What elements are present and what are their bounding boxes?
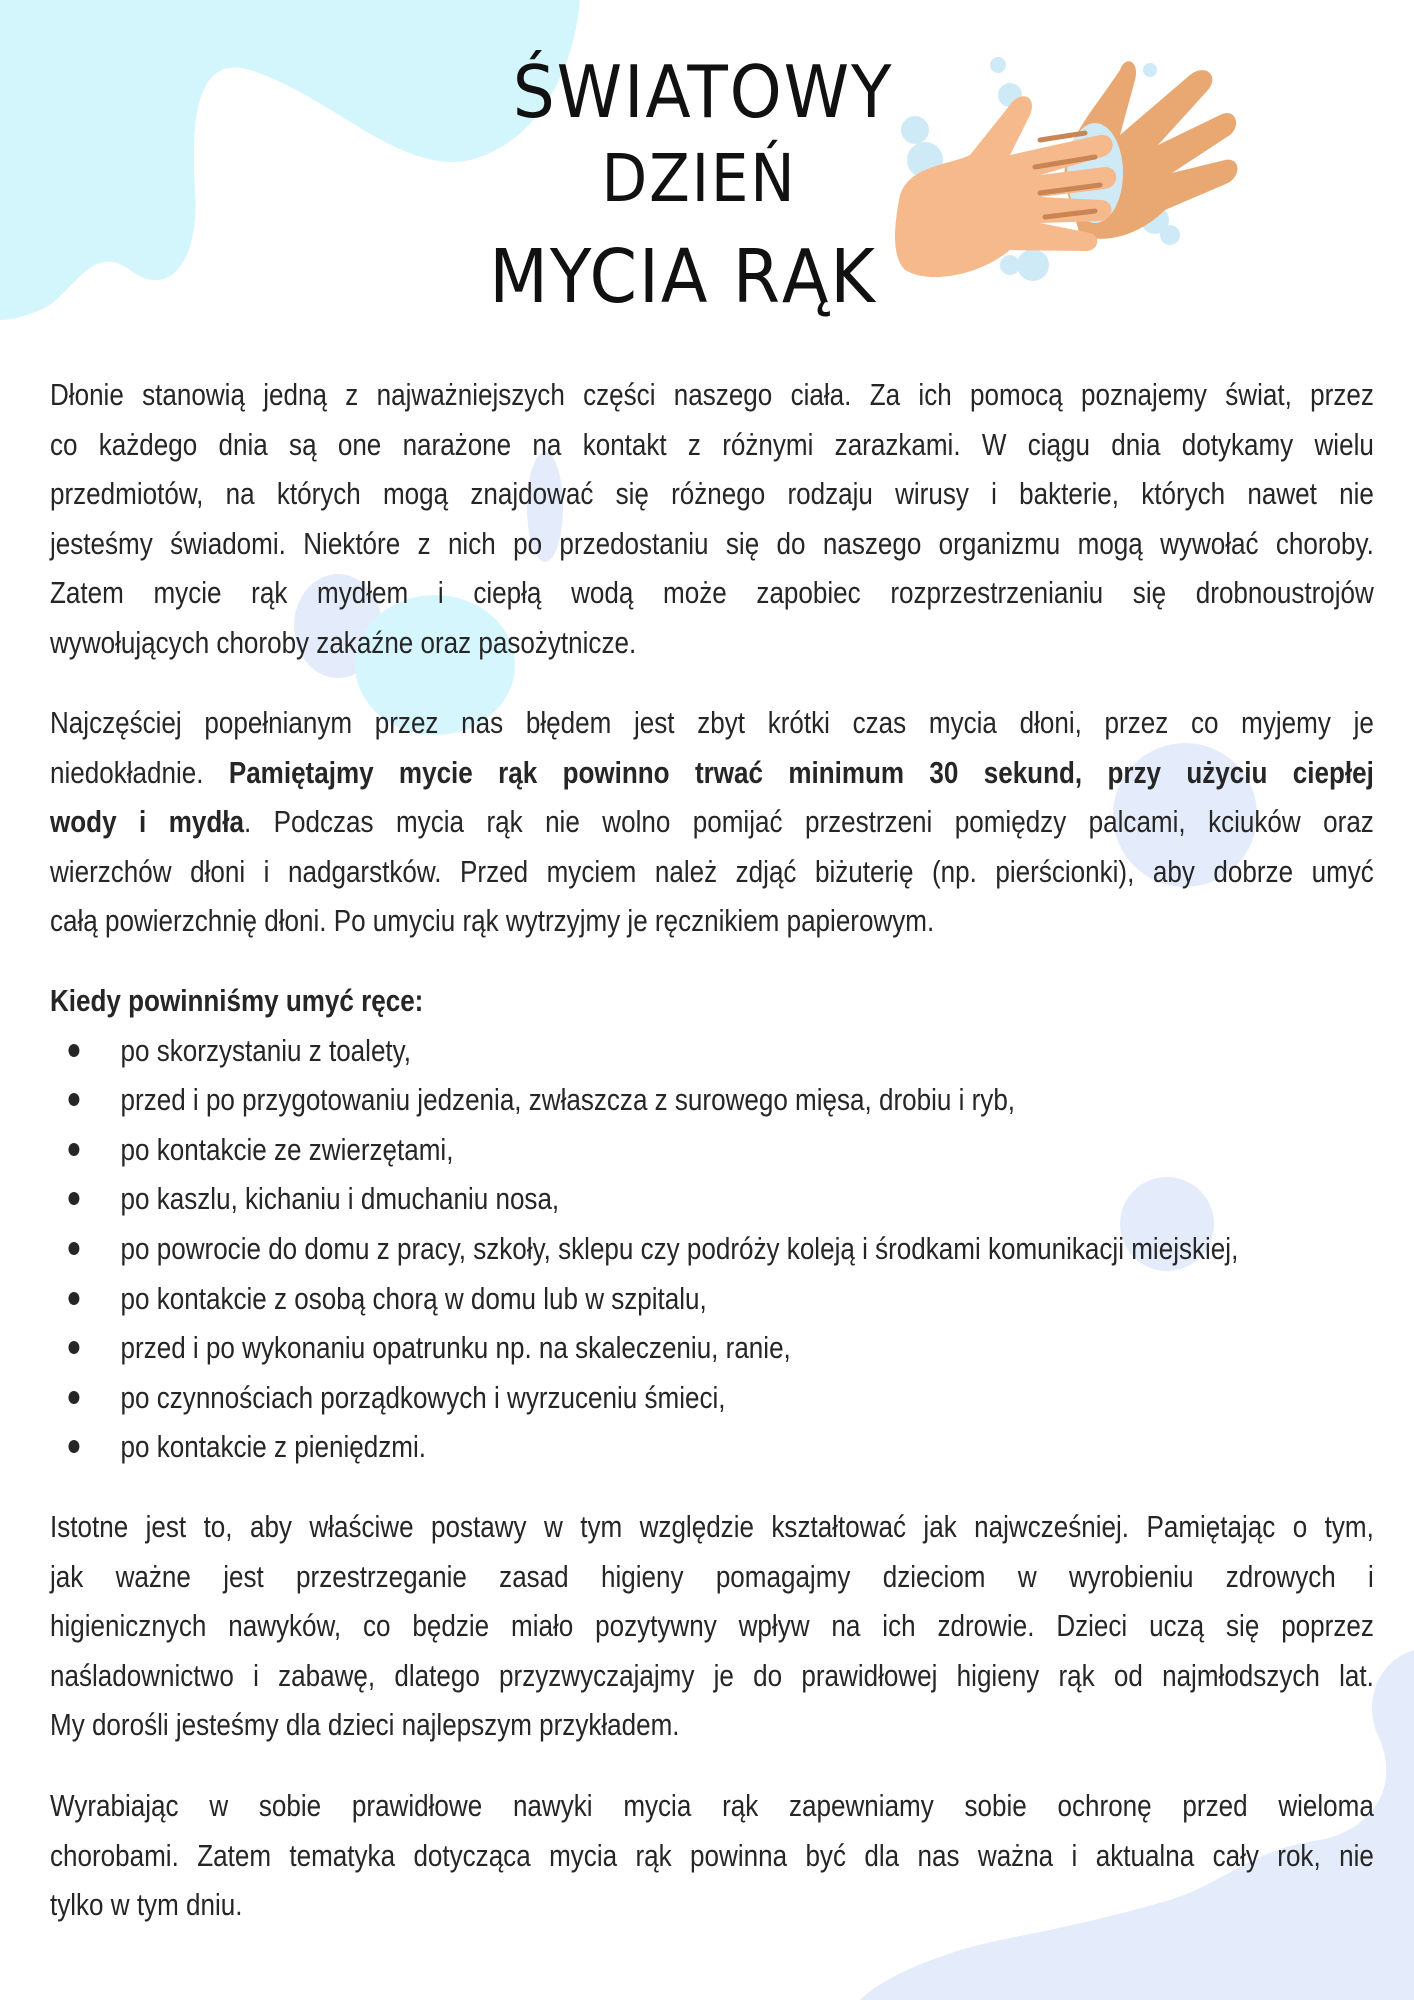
title-line-2: DZIEŃ: [601, 140, 797, 217]
text-line: przedmiotów, na których mogą znajdować się różnego rodzaju wirusy i bakterie, których nawet nie: [50, 476, 1374, 512]
list-item-text: po kontakcie z pieniędzmi.: [120, 1429, 426, 1465]
list-item-text: po kaszlu, kichaniu i dmuchaniu nosa,: [120, 1181, 560, 1217]
list-item: [50, 1422, 1374, 1472]
bullet-icon: [68, 1341, 79, 1354]
list-item-text: po powrocie do domu z pracy, szkoły, sklepu czy podróży koleją i środkami komunikacji miejskiej,: [120, 1230, 1239, 1266]
section-heading: [50, 976, 1374, 1026]
list-item-text: po czynnościach porządkowych i wyrzuceniu śmieci,: [120, 1379, 726, 1415]
list-item: [50, 1323, 1374, 1373]
title-line-1: ŚWIATOWY: [512, 50, 894, 134]
title-line-3: MYCIA RĄK: [489, 234, 877, 320]
text-line: całą powierzchnię dłoni. Po umyciu rąk wytrzyjmy je ręcznikiem papierowym.: [50, 903, 935, 939]
text-line: Najczęściej popełnianym przez nas błędem jest zbyt krótki czas mycia dłoni, przez co myjemy je: [50, 705, 1374, 740]
text-line: wierzchów dłoni i nadgarstków. Przed myciem należ zdjąć biżuterię (np. pierścionki), aby dobrze umyć: [50, 853, 1374, 889]
list-item: [50, 1274, 1374, 1324]
list-item-text: po skorzystaniu z toalety,: [120, 1032, 412, 1068]
text-line: naśladownictwo i zabawę, dlatego przyzwyczajajmy je do prawidłowej higieny rąk od najmłodszych lat.: [50, 1657, 1374, 1693]
text-line: [50, 748, 1374, 798]
bullet-icon: [68, 1242, 79, 1255]
list-item: [50, 1373, 1374, 1423]
intro-paragraph: [50, 370, 1374, 668]
text-line: Wyrabiając w sobie prawidłowe nawyki mycia rąk zapewniamy sobie ochronę przed wieloma: [50, 1788, 1374, 1823]
bullet-icon: [68, 1292, 79, 1305]
bullet-icon: [68, 1391, 79, 1404]
text-line: tylko w tym dniu.: [50, 1887, 243, 1923]
list-item-text: po kontakcie ze zwierzętami,: [120, 1131, 454, 1167]
bullet-icon: [68, 1093, 79, 1106]
text-line: higienicznych nawyków, co będzie miało pozytywny wpływ na ich zdrowie. Dzieci uczą się poprzez: [50, 1608, 1374, 1644]
text-segment: niedokładnie.: [50, 754, 229, 790]
text-line: Istotne jest to, aby właściwe postawy w tym względzie kształtować jak najwcześniej. Pamiętając o tym,: [50, 1509, 1374, 1544]
text-line: Zatem mycie rąk mydłem i ciepłą wodą może zapobiec rozprzestrzenianiu się drobnoustrojów: [50, 575, 1374, 611]
closing-paragraph: [50, 1781, 1374, 1930]
list-item: [50, 1174, 1374, 1224]
bullet-icon: [68, 1440, 79, 1453]
list-item: [50, 1026, 1374, 1076]
bullet-icon: [68, 1143, 79, 1156]
text-line: Dłonie stanowią jedną z najważniejszych części naszego ciała. Za ich pomocą poznajemy świat, przez: [50, 377, 1374, 412]
list-item: [50, 1075, 1374, 1125]
bullet-icon: [68, 1044, 79, 1057]
emphasis-text: wody i mydła: [50, 804, 244, 840]
text-line: co każdego dnia są one narażone na kontakt z różnymi zarazkami. W ciągu dnia dotykamy wielu: [50, 426, 1374, 462]
text-line: jak ważne jest przestrzeganie zasad higieny pomagajmy dzieciom w wyrobieniu zdrowych i: [50, 1558, 1374, 1594]
section-heading-text: Kiedy powinniśmy umyć ręce:: [50, 983, 424, 1018]
text-line: chorobami. Zatem tematyka dotycząca mycia rąk powinna być dla nas ważna i aktualna cały rok, nie: [50, 1837, 1374, 1873]
when-list: [50, 1026, 1374, 1472]
text-line: jesteśmy świadomi. Niektóre z nich po przedostaniu się do naszego organizmu mogą wywołać choroby.: [50, 525, 1374, 561]
text-segment: . Podczas mycia rąk nie wolno pomijać przestrzeni pomiędzy palcami, kciuków oraz: [243, 804, 1374, 840]
when-section: [50, 976, 1374, 1472]
duration-paragraph: [50, 698, 1374, 946]
list-item-text: przed i po przygotowaniu jedzenia, zwłaszcza z surowego mięsa, drobiu i ryb,: [120, 1082, 1016, 1118]
list-item: [50, 1224, 1374, 1274]
list-item-text: przed i po wykonaniu opatrunku np. na skaleczeniu, ranie,: [120, 1330, 791, 1366]
bullet-icon: [68, 1192, 79, 1205]
text-line: My dorośli jesteśmy dla dzieci najlepszym przykładem.: [50, 1707, 680, 1743]
emphasis-text: Pamiętajmy mycie rąk powinno trwać minimum 30 sekund, przy użyciu ciepłej: [228, 754, 1374, 790]
text-line: wywołujących choroby zakaźne oraz pasożytnicze.: [50, 624, 637, 660]
list-item-text: po kontakcie z osobą chorą w domu lub w szpitalu,: [120, 1280, 707, 1316]
list-item: [50, 1125, 1374, 1175]
children-paragraph: [50, 1502, 1374, 1750]
text-line: [50, 797, 1374, 847]
hands-washing-icon: [890, 45, 1350, 285]
